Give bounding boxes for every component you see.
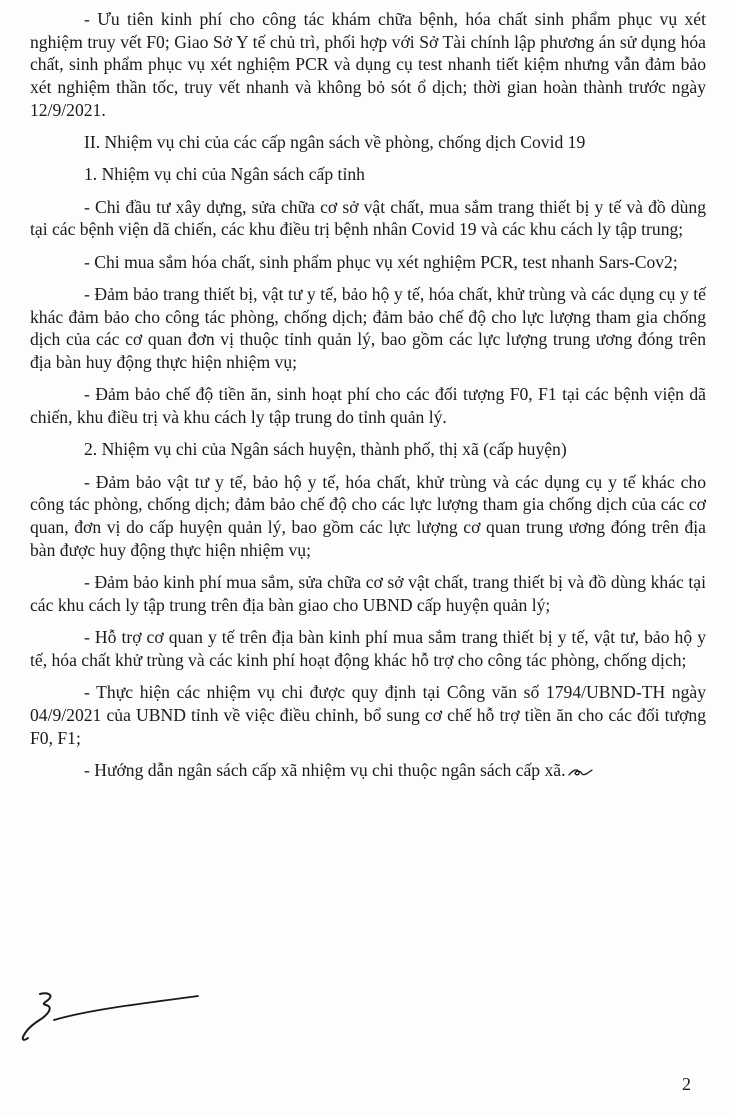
paragraph-medical-supplies: - Đảm bảo trang thiết bị, vật tư y tế, bảo hộ y tế, hóa chất, khử trùng và các dụng cụ y tế khác đảm bảo cho công tác phòng, chống dịch; đảm bảo chế độ cho lực lượng tham gia chống dịch của các cơ quan đơn vị thuộc tỉnh quản lý, bao gồm các lực lượng trung ương đóng trên địa bàn huy động thực hiện nhiệm vụ; xyxy=(30,284,706,373)
section-heading-ii: II. Nhiệm vụ chi của các cấp ngân sách về phòng, chống dịch Covid 19 xyxy=(84,132,586,153)
paragraph-health-agency-support: - Hỗ trợ cơ quan y tế trên địa bàn kinh phí mua sắm trang thiết bị y tế, vật tư, bảo hộ y tế, hóa chất khử trùng và các kinh phí hoạt động khác hỗ trợ cho công tác phòng, chống dịch; xyxy=(30,627,706,670)
paragraph-pcr-chemicals: - Chi mua sắm hóa chất, sinh phẩm phục vụ xét nghiệm PCR, test nhanh Sars-Cov2; xyxy=(84,251,678,272)
subsection-heading-2: 2. Nhiệm vụ chi của Ngân sách huyện, thành phố, thị xã (cấp huyện) xyxy=(84,439,567,460)
paragraph-commune-guidance-text: - Hướng dẫn ngân sách cấp xã nhiệm vụ chi thuộc ngân sách cấp xã. xyxy=(84,759,566,780)
handwritten-end-mark xyxy=(567,764,593,778)
paragraph-budget-priority: - Ưu tiên kinh phí cho công tác khám chữa bệnh, hóa chất sinh phẩm phục vụ xét nghiệm truy vết F0; Giao Sở Y tế chủ trì, phối hợp với Sở Tài chính lập phương án sử dụng hóa chất, sinh phẩm phục vụ xét nghiệm PCR và dụng cụ test nhanh tiết kiệm nhưng vẫn đảm bảo xét nghiệm thần tốc, truy vết nhanh và không bỏ sót ổ dịch; thời gian hoàn thành trước ngày 12/9/2021. xyxy=(30,9,706,120)
paragraph-district-supplies: - Đảm bảo vật tư y tế, bảo hộ y tế, hóa chất, khử trùng và các dụng cụ y tế khác cho công tác phòng, chống dịch; đảm bảo chế độ cho các lực lượng tham gia chống dịch của các cơ quan, đơn vị do cấp huyện quản lý, bao gồm các lực lượng cơ quan trung ương đóng trên địa bàn được huy động thực hiện nhiệm vụ; xyxy=(30,471,706,560)
document-body xyxy=(30,8,706,791)
paragraph-meal-allowance: - Đảm bảo chế độ tiền ăn, sinh hoạt phí cho các đối tượng F0, F1 tại các bệnh viện dã chiến, khu điều trị và khu cách ly tập trung do tỉnh quản lý. xyxy=(30,384,706,428)
paragraph-commune-guidance xyxy=(30,759,706,782)
paragraph-official-letter: - Thực hiện các nhiệm vụ chi được quy định tại Công văn số 1794/UBND-TH ngày 04/9/2021 của UBND tỉnh về việc điều chỉnh, bổ sung cơ chế hỗ trợ tiền ăn cho các đối tượng F0, F1; xyxy=(30,682,706,748)
paragraph-construction-spending: - Chi đầu tư xây dựng, sửa chữa cơ sở vật chất, mua sắm trang thiết bị y tế và đồ dùng tại các bệnh viện dã chiến, các khu điều trị bệnh nhân Covid 19 và các khu cách ly tập trung; xyxy=(30,196,706,240)
handwritten-initial-mark xyxy=(18,990,238,1050)
page-number: 2 xyxy=(682,1074,691,1094)
subsection-heading-1: 1. Nhiệm vụ chi của Ngân sách cấp tỉnh xyxy=(84,164,365,185)
paragraph-district-facilities: - Đảm bảo kinh phí mua sắm, sửa chữa cơ sở vật chất, trang thiết bị và đồ dùng khác tại các khu cách ly tập trung trên địa bàn giao cho UBND cấp huyện quản lý; xyxy=(30,572,706,615)
